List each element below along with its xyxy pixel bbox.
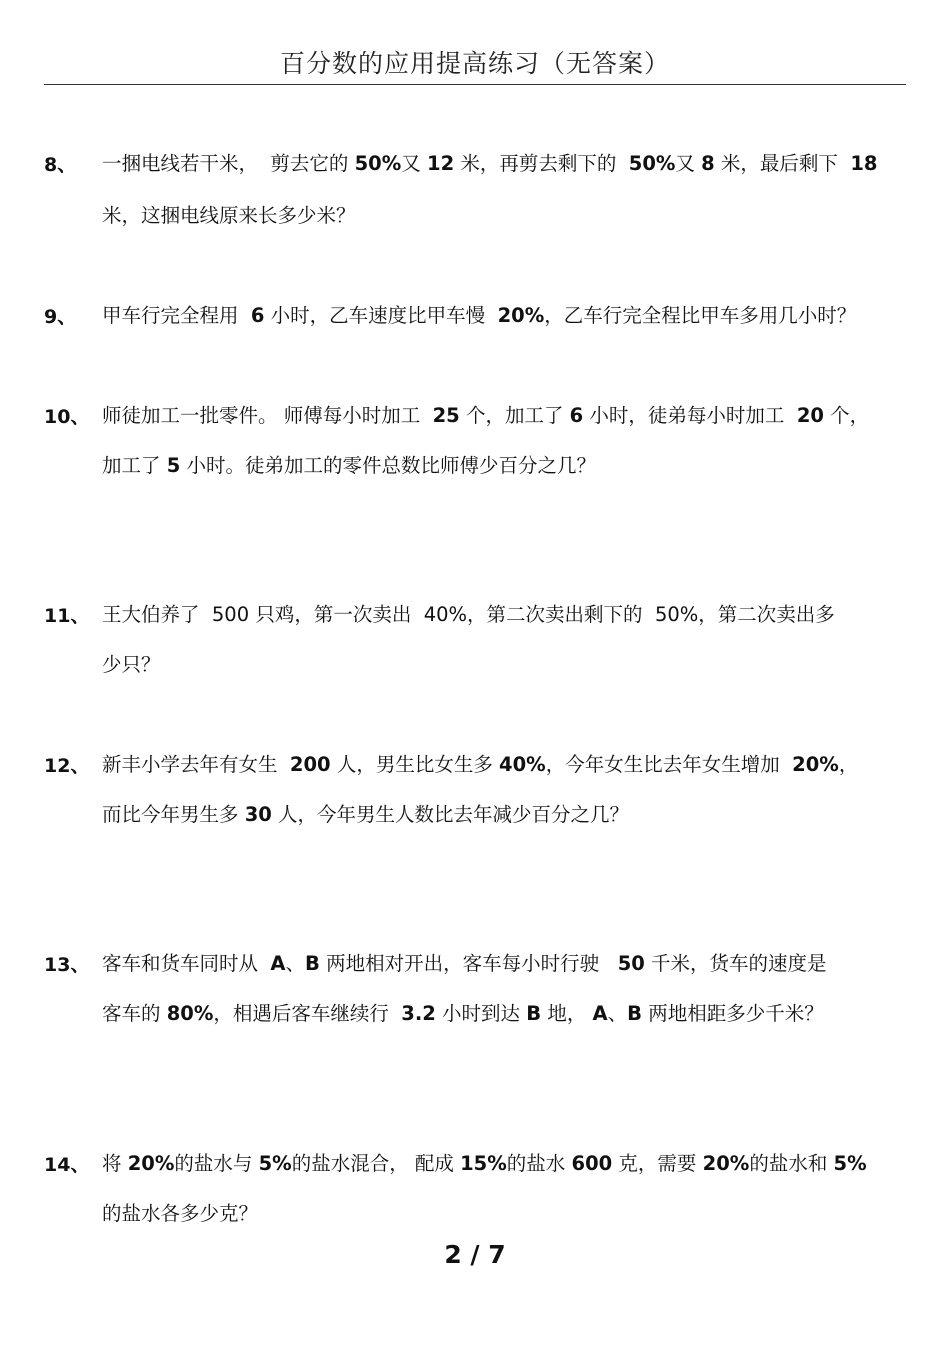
document-title: 百分数的应用提高练习（无答案） [279,49,670,78]
question-text-line: 加工了 5 小时。徒弟加工的零件总数比师傅少百分之几？ [102,454,596,477]
question-text-line: 一捆电线若干米， 剪去它的 50%又 12 米，再剪去剩下的 50%又 8 米，最后剩下 18 [102,152,878,175]
bold-number: 20% [497,304,545,327]
bold-number: 20% [127,1152,175,1175]
bold-number: 30 [244,803,272,826]
question-text-line: 少只？ [102,653,161,676]
question-number: 13、 [44,954,90,976]
question-text-line: 师徒加工一批零件。 师傅每小时加工 25 个，加工了 6 小时，徒弟每小时加工 20 个， [102,404,870,427]
bold-number: B [305,952,320,975]
bold-number: 25 [432,404,460,427]
bold-number: 200 [289,753,331,776]
question-text-line: 王大伯养了 500 只鸡，第一次卖出 40%，第二次卖出剩下的 50%，第二次卖出多 [102,603,835,626]
bold-number: 5% [833,1152,867,1175]
bold-number: A [270,952,286,975]
bold-number: A [592,1002,608,1025]
bold-number: 40% [499,753,546,776]
bold-number: 20 [796,404,824,427]
bold-number: B [627,1002,643,1025]
bold-number: 5 [166,454,181,477]
bold-number: 50 [617,952,645,975]
bold-number: 12 [427,152,455,175]
question-text-line: 将 20%的盐水与 5%的盐水混合， 配成 15%的盐水 600 克，需要 20%的盐水和 5% [102,1152,867,1175]
bold-number: 5% [258,1152,292,1175]
bold-number: 20% [792,753,839,776]
page-number: 2 / 7 [444,1240,506,1269]
question-text-line: 的盐水各多少克？ [102,1202,259,1225]
bold-number: 15% [460,1152,507,1175]
question-number: 14、 [44,1154,90,1176]
header-rule [44,84,906,85]
bold-number: 80% [166,1002,214,1025]
question-text-line: 甲车行完全程用 6 小时，乙车速度比甲车慢 20%，乙车行完全程比甲车多用几小时？ [102,304,857,327]
question-text-line: 米，这捆电线原来长多少米？ [102,204,356,227]
bold-number: 50% [354,152,402,175]
bold-number: 600 [571,1152,613,1175]
question-text-line: 客车和货车同时从 A、B 两地相对开出，客车每小时行驶 50 千米，货车的速度是 [102,952,827,975]
question-number: 9、 [44,306,77,328]
question-text-line: 新丰小学去年有女生 200 人，男生比女生多 40%，今年女生比去年女生增加 20%， [102,753,859,776]
question-number: 10、 [44,406,90,428]
bold-number: 6 [569,404,584,427]
bold-number: 3.2 [401,1002,436,1025]
bold-number: 6 [250,304,265,327]
bold-number: 18 [850,152,878,175]
question-number: 11、 [44,605,90,627]
question-number: 8、 [44,154,77,176]
bold-number: 8 [701,152,715,175]
bold-number: B [526,1002,542,1025]
question-text-line: 而比今年男生多 30 人，今年男生人数比去年减少百分之几？ [102,803,630,826]
bold-number: 20% [702,1152,750,1175]
bold-number: 50% [628,152,676,175]
question-text-line: 客车的 80%，相遇后客车继续行 3.2 小时到达 B 地， A、B 两地相距多少千米？ [102,1002,824,1025]
question-number: 12、 [44,755,90,777]
